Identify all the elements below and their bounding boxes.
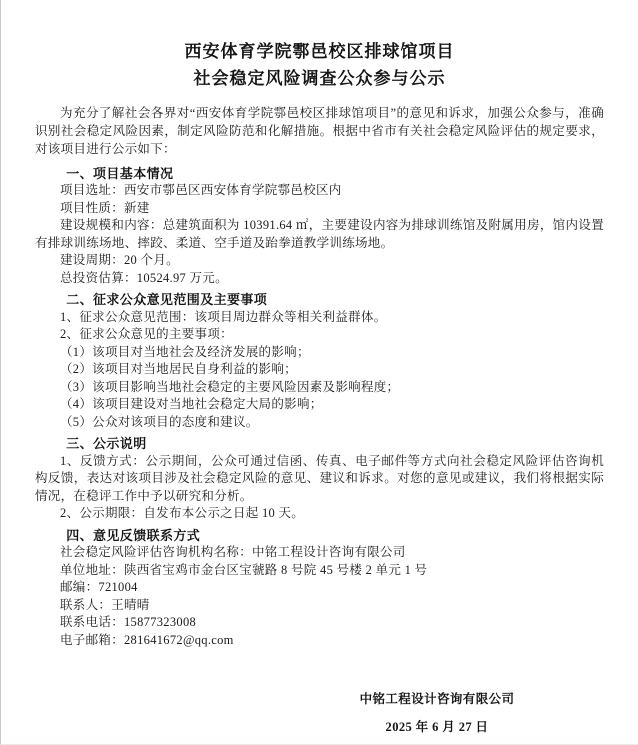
opinion-scope-line: 1、征求公众意见范围：该项目周边群众等相关利益群体。 — [60, 309, 387, 324]
section-heading: 四、意见反馈联系方式 — [66, 527, 201, 543]
opinion-item-4: （4）该项目建设对当地社会稳定大局的影响； — [60, 397, 323, 412]
postal-code-line: 邮编：721004 — [60, 580, 138, 595]
project-nature-line: 项目性质：新建 — [60, 200, 150, 215]
section-contact-info — [35, 527, 604, 650]
agency-name-line: 社会稳定风险评估咨询机构名称：中铭工程设计咨询有限公司 — [60, 545, 406, 560]
notice-period-line: 2、公示期限：自发布本公示之日起 10 天。 — [60, 506, 305, 521]
title-line-2: 社会稳定风险调查公众参与公示 — [193, 69, 446, 88]
section-project-basic-info — [35, 165, 604, 288]
project-investment-line: 总投资估算：10524.97 万元。 — [60, 270, 228, 285]
section-heading: 二、征求公众意见范围及主要事项 — [66, 292, 268, 308]
opinion-items-intro-line: 2、征求公众意见的主要事项： — [60, 327, 233, 342]
document-title — [35, 38, 604, 92]
signature-date: 2025 年 6 月 27 日 — [385, 719, 489, 734]
feedback-method-line: 1、反馈方式：公示期间，公众可通过信函、传真、电子邮件等方式向社会稳定风险评估咨询机构反馈，表达对该项目涉及社会稳定风险的意见、建议和诉求。对您的意见或建议，我们将根据实际情况，在稳评工作中予以研究和分析。 — [35, 453, 604, 503]
section-heading: 三、公示说明 — [66, 436, 147, 452]
project-location-line: 项目选址：西安市鄠邑区西安体育学院鄠邑校区内 — [60, 183, 342, 198]
opinion-item-3: （3）该项目影响当地社会稳定的主要风险因素及影响程度； — [60, 379, 400, 394]
signature-block — [352, 691, 522, 736]
contact-person-line: 联系人：王晴晴 — [60, 597, 150, 612]
project-duration-line: 建设周期：20 个月。 — [60, 253, 179, 268]
signature-org: 中铭工程设计咨询有限公司 — [359, 692, 515, 707]
opinion-item-2: （2）该项目对当地居民自身利益的影响； — [60, 362, 297, 377]
section-notice-description — [35, 435, 604, 523]
section-public-opinion-scope — [35, 291, 604, 431]
opinion-item-1: （1）该项目对当地社会及经济发展的影响； — [60, 344, 310, 359]
agency-address-line: 单位地址：陕西省宝鸡市金台区宝虢路 8 号院 45 号楼 2 单元 1 号 — [60, 562, 428, 577]
project-scale-line: 建设规模和内容：总建筑面积为 10391.64 ㎡，主要建设内容为排球训练馆及附属用房，馆内设置有排球训练场地、摔跤、柔道、空手道及跆拳道教学训练场地。 — [35, 218, 604, 250]
title-line-1: 西安体育学院鄠邑校区排球馆项目 — [184, 42, 455, 61]
intro-paragraph: 为充分了解社会各界对“西安体育学院鄠邑校区排球馆项目”的意见和诉求，加强公众参与，准确识别社会稳定风险因素，制定风险防范和化解措施。根据中省市有关社会稳定风险评估的规定要求，对该项目进行公示如下： — [35, 106, 604, 157]
opinion-item-5: （5）公众对该项目的态度和建议。 — [60, 414, 259, 429]
section-heading: 一、项目基本情况 — [66, 165, 174, 181]
contact-email-line: 电子邮箱：281641672@qq.com — [60, 632, 234, 647]
contact-phone-line: 联系电话：15877323008 — [60, 615, 197, 630]
